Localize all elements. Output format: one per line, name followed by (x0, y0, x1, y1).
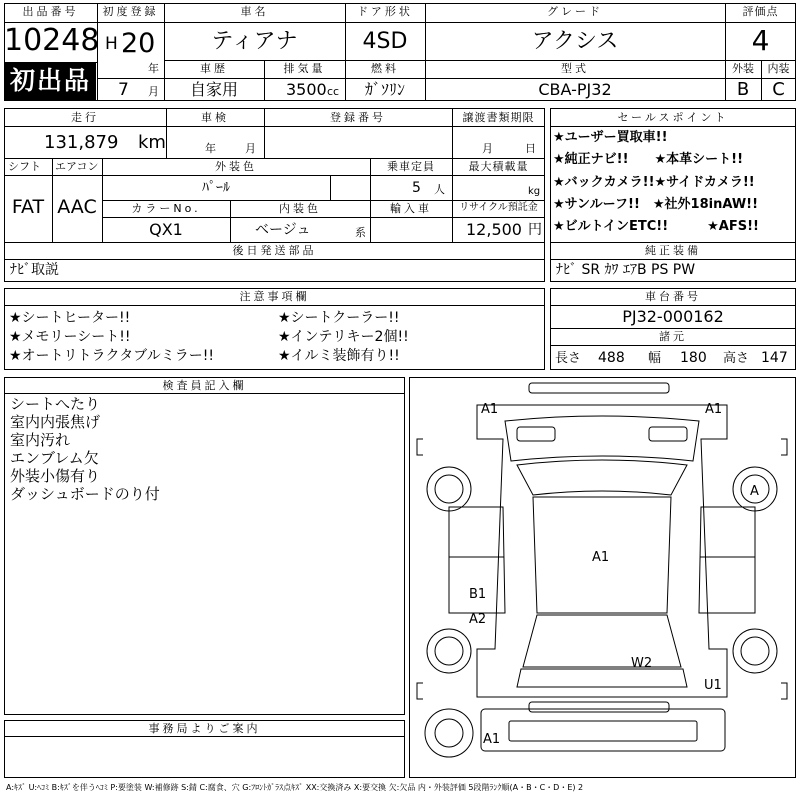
first-listing-text: 初出品 (9, 66, 91, 95)
mark-front-right: A1 (705, 402, 723, 417)
post-parts: ﾅﾋﾞ取説 (10, 262, 59, 278)
windshield (517, 460, 687, 495)
car-name-label: 車名 (240, 5, 269, 18)
shift-label: シフト (8, 160, 41, 173)
transfer-day-unit: 日 (525, 142, 536, 155)
mark-b-pillar: B1 (469, 587, 487, 602)
interior-color-label: 内装色 (279, 202, 321, 215)
trunk (517, 669, 687, 687)
wheel-rear-left (427, 629, 471, 673)
color: ﾊﾟｰﾙ (202, 180, 230, 196)
mileage-unit: km (138, 132, 166, 153)
mark-rear-bumper-right: U1 (704, 678, 722, 693)
reg-month: 7 (118, 80, 129, 100)
recycle-deposit: 12,500 (466, 220, 522, 239)
sales-point-line: ★ビルトインETC!! ★AFS!! (553, 219, 759, 234)
wheel-front-left (427, 467, 471, 511)
wheel-rear-right (733, 629, 777, 673)
mark-roof: A1 (592, 550, 610, 565)
capacity-unit: 人 (434, 183, 445, 196)
model-code: CBA-PJ32 (538, 80, 612, 99)
rear-bumper (529, 702, 669, 712)
rear-view-panel (509, 721, 697, 741)
ac-label: エアコン (55, 160, 99, 173)
caution-item: ★シートヒーター!! (9, 310, 131, 326)
mileage: 131,879 (44, 132, 119, 153)
sales-point-line: ★サンルーフ!! ★社外18inAW!! (553, 197, 759, 212)
fuel: ｶﾞｿﾘﾝ (364, 80, 405, 99)
reg-era: H (105, 34, 118, 54)
rear-view-bumper (481, 709, 725, 751)
load-unit: kg (528, 186, 541, 197)
inspection-year-unit: 年 (205, 142, 216, 155)
office-label: 事務局よりご案内 (148, 722, 261, 735)
fuel-label: 燃料 (371, 62, 399, 75)
door-type: 4SD (362, 29, 408, 54)
length-value: 488 (598, 350, 625, 366)
car-diagram (409, 377, 796, 778)
interior-color-suffix: 系 (355, 226, 366, 239)
headlight-right (649, 427, 687, 441)
reg-year: 20 (121, 28, 156, 59)
grade: アクシス (531, 29, 619, 54)
length-label: 長さ (555, 351, 582, 366)
transfer-month-unit: 月 (482, 142, 493, 155)
plate-label: 登録番号 (330, 111, 386, 124)
interior-grade: C (772, 79, 785, 100)
width-value: 180 (680, 350, 707, 366)
height-label: 高さ (723, 351, 750, 366)
lot-number: 10248 (4, 23, 100, 58)
mileage-label: 走行 (71, 111, 99, 124)
exterior-label: 外装 (732, 62, 754, 75)
sales-point-line: ★純正ナビ!! ★本革シート!! (553, 152, 744, 167)
shift: FAT (11, 196, 45, 218)
mark-rear-left: A1 (483, 732, 501, 747)
inspector-label: 検査員記入欄 (162, 379, 247, 392)
grade-label: グレード (547, 5, 603, 18)
chassis-label: 車台番号 (645, 290, 701, 303)
sales-point-line: ★ユーザー買取車!! (553, 130, 668, 145)
reg-year-unit: 年 (148, 62, 159, 75)
legend: A:ｷｽﾞ U:ﾍｺﾐ B:ｷｽﾞを伴うﾍｺﾐ P:要塗装 W:補修跡 S:錆 C:腐食、穴 G:ﾌﾛﾝﾄｶﾞﾗｽ点ｷｽﾞ XX:交換済み X:要交換 欠:欠品 内・外装評価 5段階ﾗﾝｸ順(A・B・C・D・E) 2 (6, 783, 584, 792)
recycle-label: リサイクル預託金 (459, 202, 538, 213)
car-name: ティアナ (211, 29, 298, 54)
inspector-note: シートへたり (10, 395, 101, 413)
displacement-unit: cc (327, 85, 340, 98)
spare-tire (425, 709, 473, 757)
mark-rear-glass: W2 (631, 656, 653, 671)
front-bumper (529, 383, 669, 393)
exterior-grade: B (736, 79, 750, 100)
recycle-unit: 円 (528, 222, 542, 238)
load-label: 最大積載量 (468, 160, 529, 173)
displacement: 3500 (286, 80, 327, 99)
height-value: 147 (761, 350, 788, 366)
lot-no-label: 出品番号 (22, 5, 79, 18)
chassis-number: PJ32-000162 (622, 307, 724, 326)
interior-label: 内装 (767, 62, 790, 75)
capacity-label: 乗車定員 (387, 160, 435, 173)
history: 自家用 (189, 80, 238, 99)
inspector-note: エンブレム欠 (10, 449, 99, 467)
inspector-note: 外装小傷有り (10, 467, 101, 485)
mark-front-left: A1 (481, 402, 499, 417)
door-label: ドア形状 (357, 5, 413, 18)
width-label: 幅 (648, 351, 662, 366)
hood (505, 416, 699, 461)
caution-item: ★イルミ装飾有り!! (278, 348, 400, 364)
caution-item: ★オートリトラクタブルミラー!! (9, 348, 214, 364)
color-no: QX1 (149, 220, 183, 239)
color-label: 外装色 (215, 160, 257, 173)
capacity: 5 (412, 180, 421, 196)
mark-right-wheel: A (750, 484, 759, 499)
caution-label: 注意事項欄 (239, 290, 310, 303)
import-label: 輸入車 (390, 202, 432, 215)
model-code-label: 型式 (561, 62, 589, 75)
caution-item: ★メモリーシート!! (9, 329, 131, 345)
inspector-note: ダッシュボードのり付 (10, 485, 160, 503)
inspection-month-unit: 月 (245, 142, 256, 155)
wheel-front-left-inner (435, 475, 463, 503)
history-label: 車歴 (200, 62, 228, 75)
rear-glass (523, 615, 681, 667)
score-label: 評価点 (742, 5, 779, 18)
sales-point-line: ★バックカメラ!!★サイドカメラ!! (553, 175, 755, 190)
dims-label: 諸元 (659, 330, 687, 343)
reg-month-unit: 月 (148, 85, 159, 98)
score: 4 (751, 24, 770, 57)
displacement-label: 排気量 (283, 62, 326, 75)
reg-label: 初度登録 (102, 5, 159, 18)
genuine-equipment: ﾅﾋﾞ SR ｶﾜ ｴｱB PS PW (556, 262, 696, 278)
genuine-label: 純正装備 (645, 244, 701, 257)
spare-tire-inner (435, 719, 463, 747)
mark-rear-door: A2 (469, 612, 487, 627)
wheel-rear-right-inner (741, 637, 769, 665)
headlight-left (517, 427, 555, 441)
interior-color: ベージュ (255, 222, 311, 238)
caution-item: ★インテリキー2個!! (278, 329, 409, 345)
sales-points-label: セールスポイント (617, 111, 729, 124)
inspector-note: 室内内張焦げ (10, 413, 101, 431)
inspection-label: 車検 (201, 111, 229, 124)
inspector-note: 室内汚れ (10, 431, 71, 449)
caution-item: ★シートクーラー!! (278, 310, 400, 326)
wheel-rear-left-inner (435, 637, 463, 665)
post-parts-label: 後日発送部品 (232, 244, 317, 257)
color-no-label: カラーNo. (131, 202, 201, 215)
ac: AAC (57, 196, 97, 218)
transfer-label: 譲渡書類期限 (462, 111, 535, 124)
